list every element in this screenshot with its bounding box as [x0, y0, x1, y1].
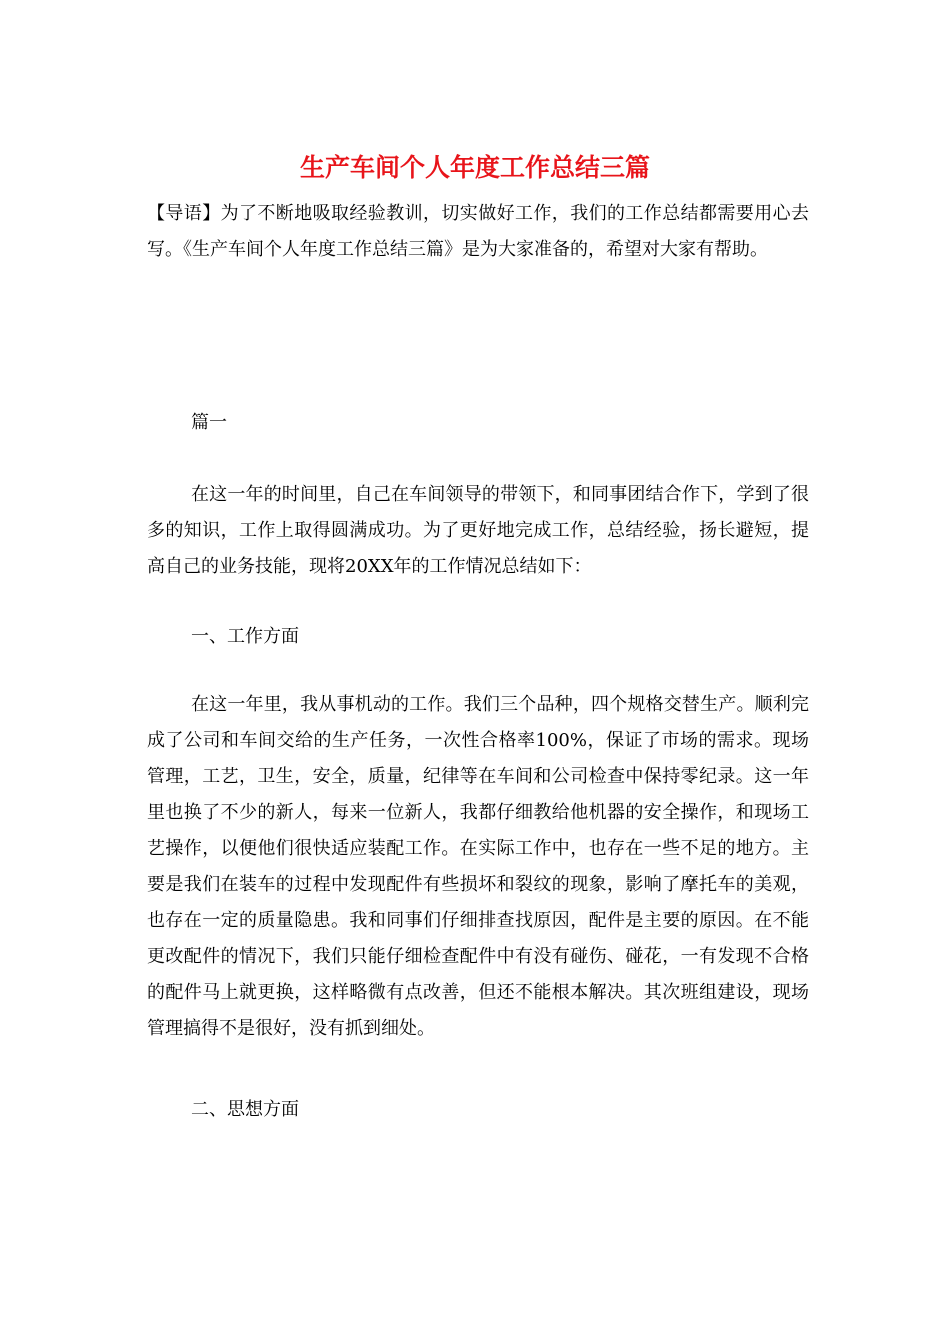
thought-aspect-heading: 二、思想方面 — [191, 1099, 299, 1120]
intro-paragraph: 【导语】为了不断地吸取经验教训，切实做好工作，我们的工作总结都需要用心去写。《生产车间个人年度工作总结三篇》是为大家准备的，希望对大家有帮助。 — [147, 203, 809, 260]
work-aspect-heading: 一、工作方面 — [191, 626, 299, 647]
section-one-paragraph: 在这一年的时间里，自己在车间领导的带领下，和同事团结合作下，学到了很多的知识，工作上取得圆满成功。为了更好地完成工作，总结经验，扬长避短，提高自己的业务技能，现将20XX年的工作情况总结如下： — [147, 484, 809, 577]
work-aspect-paragraph: 在这一年里，我从事机动的工作。我们三个品种，四个规格交替生产。顺利完成了公司和车间交给的生产任务，一次性合格率100%，保证了市场的需求。现场管理，工艺，卫生，安全，质量，纪律等在车间和公司检查中保持零纪录。这一年里也换了不少的新人，每来一位新人，我都仔细教给他机器的安全操作，和现场工艺操作，以便他们很快适应装配工作。在实际工作中，也存在一些不足的地方。主要是我们在装车的过程中发现配件有些损坏和裂纹的现象，影响了摩托车的美观，也存在一定的质量隐患。我和同事们仔细排查找原因，配件是主要的原因。在不能更改配件的情况下，我们只能仔细检查配件中有没有碰伤、碰花，一有发现不合格的配件马上就更换，这样略微有点改善，但还不能根本解决。其次班组建设，现场管理搞得不是很好，没有抓到细处。 — [147, 694, 809, 1039]
document-title: 生产车间个人年度工作总结三篇 — [299, 153, 650, 182]
section-heading-part-one: 篇一 — [191, 412, 227, 433]
